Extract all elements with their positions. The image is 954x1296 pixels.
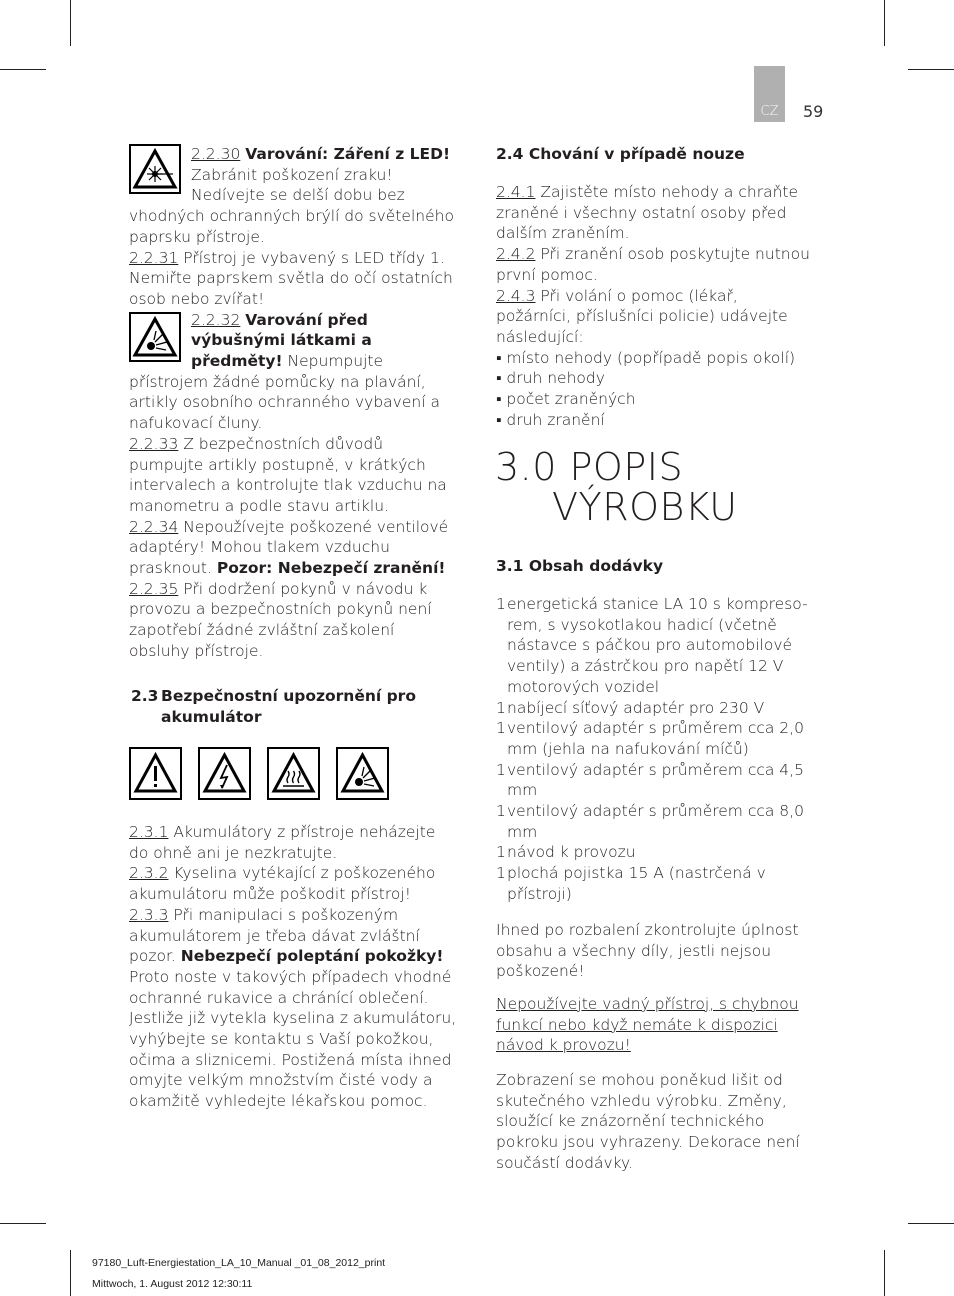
list-item bbox=[496, 698, 812, 719]
crop-mark bbox=[0, 69, 46, 70]
footer-filename: 97180_Luft-Energiestation_LA_10_Manual _01_08_2012_print bbox=[92, 1257, 386, 1269]
item-quantity: 1 bbox=[496, 864, 506, 883]
list-item bbox=[496, 801, 812, 842]
left-column bbox=[129, 144, 459, 662]
item-text: ventilový adaptér s průměrem cca 8,0 mm bbox=[507, 802, 804, 841]
item-text: ventilový adaptér s průměrem cca 2,0 mm (jehla na nafukování míčů) bbox=[507, 719, 804, 758]
list-item bbox=[496, 760, 812, 801]
section-ref: 2.2.32 bbox=[191, 310, 241, 329]
paragraph-text: Akumulátory z přístroje neházejte do ohně ani je nezkratujte. bbox=[129, 823, 436, 862]
language-label: CZ bbox=[760, 104, 779, 119]
chapter-title-line1: 3.0 POPIS bbox=[495, 445, 684, 489]
electric-warning-icon bbox=[198, 747, 251, 800]
bullet-item: ▪ místo nehody (popřípadě popis okolí) bbox=[496, 348, 796, 367]
crop-mark bbox=[908, 1223, 954, 1224]
item-quantity: 1 bbox=[496, 719, 506, 738]
section-number: 2.3 bbox=[131, 687, 159, 705]
paragraph-text: Nepumpujte přístrojem žádné pomůcky na plavání, artikly osobního ochranného vybavení a nafukovací čluny. bbox=[129, 352, 440, 433]
section-ref: 2.4.2 bbox=[496, 245, 536, 264]
crop-mark bbox=[908, 69, 954, 70]
explosive-warning-icon bbox=[129, 312, 181, 362]
list-item bbox=[496, 594, 812, 698]
battery-paragraphs bbox=[129, 822, 459, 1112]
crop-mark bbox=[884, 1250, 885, 1296]
warning-paragraph: Nepoužívejte vadný přístroj, s chybnou funkcí nebo když nemáte k dispozici návod k provozu! bbox=[496, 995, 799, 1055]
list-item bbox=[496, 842, 812, 863]
page-number: 59 bbox=[803, 102, 824, 121]
paragraph-text: Zabránit poškození zraku! Nedívejte se delší dobu bez vhodných ochranných brýlí do světelného paprsku přístroje. bbox=[129, 165, 454, 246]
chapter-title bbox=[495, 447, 815, 527]
para-2-2-35 bbox=[129, 579, 459, 662]
paragraph-text: Přístroj je vybavený s LED třídy 1. Nemiřte paprskem světla do očí ostatních osob nebo zvířat! bbox=[129, 248, 453, 308]
para-2-4-1 bbox=[496, 182, 816, 244]
crop-mark bbox=[70, 0, 71, 46]
note-paragraph: Zobrazení se mohou poněkud lišit od skutečného vzhledu výrobku. Změny, sloužící ke znázornění technického pokroku jsou vyhrazeny. Dekorace není součástí dodávky. bbox=[496, 1071, 800, 1172]
section-ref: 2.2.35 bbox=[129, 579, 179, 598]
para-2-3-2 bbox=[129, 863, 459, 904]
para-2-3-3 bbox=[129, 905, 459, 1112]
paragraph-text: Zajistěte místo nehody a chraňte zraněné i všechny ostatní osoby před dalším zraněním. bbox=[496, 183, 799, 243]
section-ref: 2.4.1 bbox=[496, 183, 536, 201]
bullet-item: ▪ druh zranění bbox=[496, 410, 605, 429]
warning-title: Varování před výbušnými látkami a předměty! bbox=[191, 310, 372, 371]
item-quantity: 1 bbox=[496, 760, 506, 779]
section-ref: 2.2.33 bbox=[129, 434, 179, 453]
para-2-3-1 bbox=[129, 822, 459, 863]
paragraph-text: Při manipulaci s poškozeným akumulátorem je třeba dávat zvláštní pozor. bbox=[129, 905, 420, 966]
item-text: návod k provozu bbox=[507, 843, 636, 862]
paragraph-text: Nepoužívejte poškozené ventilové adaptéry! Mohou tlakem vzduchu prasknout. bbox=[129, 517, 449, 578]
crop-mark bbox=[0, 1223, 46, 1224]
paragraph-text: Kyselina vytékající z poškozeného akumulátoru může poškodit přístroj! bbox=[129, 864, 436, 904]
item-quantity: 1 bbox=[496, 595, 506, 613]
bullet-item: ▪ počet zraněných bbox=[496, 390, 636, 409]
check-paragraph: Ihned po rozbalení zkontrolujte úplnost obsahu a všechny díly, jestli nejsou poškozené! bbox=[496, 921, 799, 981]
section-title: Bezpečnostní upozornění pro akumulátor bbox=[161, 687, 416, 726]
chapter-title-line2: VÝROBKU bbox=[552, 485, 738, 529]
para-2-4-3 bbox=[496, 286, 816, 348]
paragraph-text: Z bezpečnostních důvodů pumpujte artikly postupně, v krátkých intervalech a kontrolujte tlak vzduchu na manometru a podle stavu artiklu. bbox=[129, 434, 447, 515]
hot-surface-warning-icon bbox=[267, 747, 320, 800]
footer-date: Mittwoch, 1. August 2012 12:30:11 bbox=[92, 1278, 253, 1290]
item-text: energetická stanice LA 10 s kompreso-rem, s vysokotlakou hadicí (včetně nástavce s páčkou pro automobilové ventily) a zástrčkou pro napětí 12 V motorových vozidel bbox=[507, 595, 808, 696]
battery-warning-icons bbox=[129, 747, 389, 800]
para-2-2-31 bbox=[129, 248, 459, 310]
section-ref: 2.2.30 bbox=[191, 145, 241, 163]
section-ref: 2.4.3 bbox=[496, 286, 536, 305]
laser-warning-icon bbox=[129, 144, 181, 194]
list-item bbox=[496, 863, 812, 904]
item-text: nabíjecí síťový adaptér pro 230 V bbox=[507, 698, 765, 717]
paragraph-text: Proto noste v takových případech vhodné ochranné rukavice a chránící oblečení. Jestliže již vytekla kyselina z akumulátoru, vyhýbejte se kontaktu s Vaší pokožkou, očima a sliznicemi. Postižená místa ihned omyjte velkým množstvím čisté vody a okamžitě vyhledejte lékařskou pomoc. bbox=[129, 967, 457, 1111]
section-3-1-heading: 3.1 Obsah dodávky bbox=[496, 557, 664, 575]
paragraph-text: Při volání o pomoc (lékař, požárníci, příslušníci policie) udávejte následující: bbox=[496, 286, 788, 346]
item-quantity: 1 bbox=[496, 843, 506, 862]
section-ref: 2.2.31 bbox=[129, 248, 179, 267]
crop-mark bbox=[884, 0, 885, 46]
general-warning-icon bbox=[129, 747, 182, 800]
paragraph-text: Při dodržení pokynů v návodu k provozu a bezpečnostních pokynů není zapotřebí žádné zvláštní zaškolení obsluhy přístroje. bbox=[129, 579, 432, 660]
section-ref: 2.3.1 bbox=[129, 823, 169, 841]
section-2-3-heading bbox=[131, 686, 431, 727]
warning-title: Varování: Záření z LED! bbox=[245, 145, 451, 163]
section-ref: 2.3.2 bbox=[129, 864, 169, 883]
item-quantity: 1 bbox=[496, 802, 506, 821]
emergency-paragraphs bbox=[496, 182, 816, 430]
paragraph-text: Při zranění osob poskytujte nutnou první pomoc. bbox=[496, 245, 810, 284]
para-2-2-34 bbox=[129, 517, 459, 579]
item-text: plochá pojistka 15 A (nastrčená v přístroji) bbox=[507, 864, 766, 903]
section-2-4-heading: 2.4 Chování v případě nouze bbox=[496, 145, 745, 163]
delivery-contents-list bbox=[496, 594, 812, 905]
section-ref: 2.3.3 bbox=[129, 905, 169, 924]
danger-text: Pozor: Nebezpečí zranění! bbox=[216, 559, 446, 578]
para-2-2-33 bbox=[129, 434, 459, 517]
list-item bbox=[496, 718, 812, 759]
explosive-warning-icon bbox=[336, 747, 389, 800]
bullet-item: ▪ druh nehody bbox=[496, 369, 605, 388]
language-tab bbox=[754, 66, 785, 122]
item-text: ventilový adaptér s průměrem cca 4,5 mm bbox=[507, 760, 804, 800]
crop-mark bbox=[70, 1250, 71, 1296]
item-quantity: 1 bbox=[496, 698, 506, 717]
section-ref: 2.2.34 bbox=[129, 517, 179, 536]
danger-text: Nebezpečí poleptání pokožky! bbox=[180, 947, 444, 966]
para-2-4-2 bbox=[496, 244, 816, 285]
